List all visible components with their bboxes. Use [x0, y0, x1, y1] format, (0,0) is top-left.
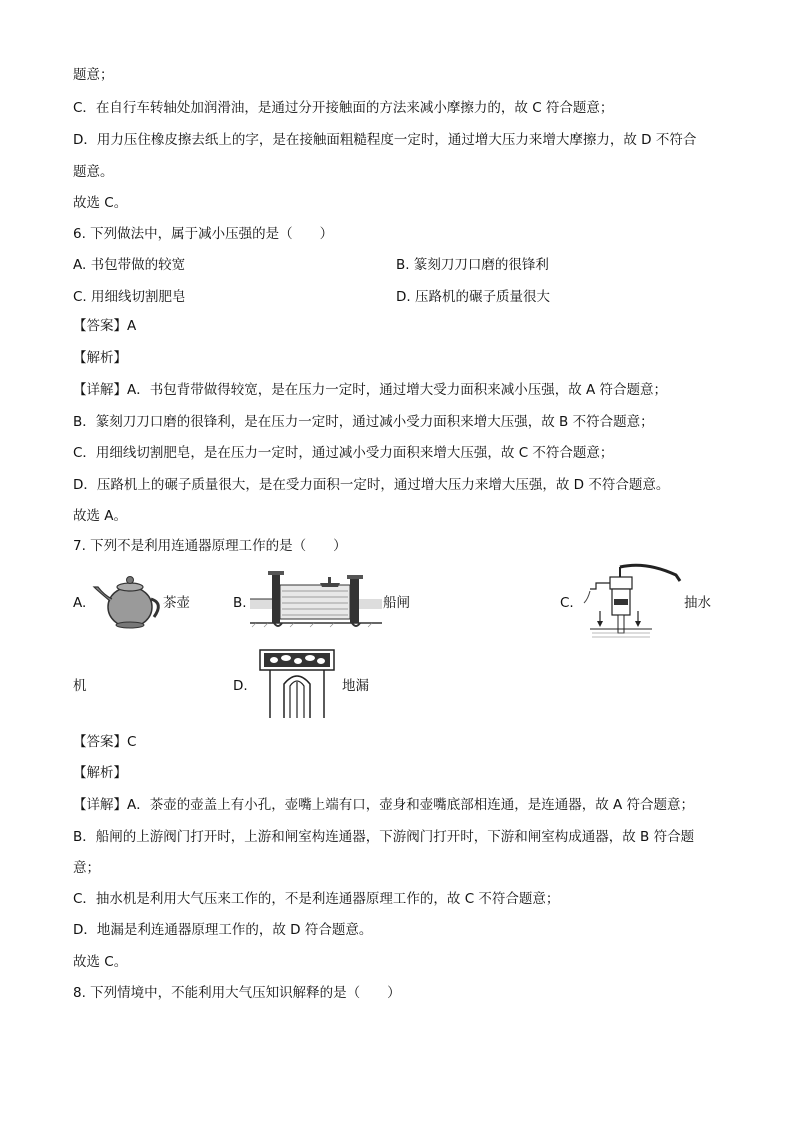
q6-detail-line: B．篆刻刀刀口磨的很锋利，是在压力一定时，通过减小受力面积来增大压强，故 B 不符合题意；	[73, 414, 654, 430]
text-line: C．在自行车转轴处加润滑油，是通过分开接触面的方法来减小摩擦力的，故 C 符合题意；	[73, 100, 614, 116]
floor-drain-figure	[258, 646, 336, 720]
q7-option-a-label: 茶壶	[163, 595, 190, 611]
q6-option-a: A. 书包带做的较宽	[73, 257, 186, 273]
q6-answer: 【答案】A	[73, 318, 137, 334]
q7-option-b-letter: B.	[233, 595, 247, 611]
q7-option-c-letter: C.	[560, 595, 574, 611]
water-pump-figure	[576, 561, 686, 641]
q7-detail-line: 【详解】A．茶壶的壶盖上有小孔，壶嘴上端有口，壶身和壶嘴底部相连通，是连通器，故 A 符合题意；	[73, 797, 695, 813]
q7-detail-line: 故选 C。	[73, 954, 128, 970]
q7-option-a-letter: A.	[73, 595, 87, 611]
q7-option-c-label: 抽水	[684, 595, 711, 611]
q7-option-d-label: 地漏	[342, 678, 369, 694]
q7-detail-line: D．地漏是利连通器原理工作的，故 D 符合题意。	[73, 922, 373, 938]
q6-analysis-heading: 【解析】	[73, 350, 127, 366]
text-line: 题意。	[73, 164, 114, 180]
question-6-stem: 6. 下列做法中，属于减小压强的是（ ）	[73, 226, 334, 242]
q7-option-b-label: 船闸	[383, 595, 410, 611]
q7-detail-line: 意；	[73, 860, 100, 876]
q7-option-c-label-continued: 机	[73, 678, 87, 694]
q6-option-d: D. 压路机的碾子质量很大	[396, 289, 550, 305]
q7-detail-line: C．抽水机是利用大气压来工作的，不是利连通器原理工作的，故 C 不符合题意；	[73, 891, 560, 907]
ship-lock-figure	[250, 567, 382, 631]
text-line: 题意；	[73, 67, 114, 83]
question-7-stem: 7. 下列不是利用连通器原理工作的是（ ）	[73, 538, 347, 554]
q6-detail-line: D．压路机上的碾子质量很大，是在受力面积一定时，通过增大压力来增大压强，故 D 不符合题意。	[73, 477, 670, 493]
q6-detail-line: C．用细线切割肥皂，是在压力一定时，通过减小受力面积来增大压强，故 C 不符合题意；	[73, 445, 614, 461]
q7-answer: 【答案】C	[73, 734, 137, 750]
q6-option-b: B. 篆刻刀刀口磨的很锋利	[396, 257, 549, 273]
q6-option-c: C. 用细线切割肥皂	[73, 289, 186, 305]
q7-detail-line: B．船闸的上游阀门打开时，上游和闸室构连通器，下游阀门打开时，下游和闸室构成通器，故 B 符合题	[73, 829, 695, 845]
text-line: D．用力压住橡皮擦去纸上的字，是在接触面粗糙程度一定时，通过增大压力来增大摩擦力，故 D 不符合	[73, 132, 697, 148]
q7-analysis-heading: 【解析】	[73, 765, 127, 781]
teapot-figure	[92, 569, 164, 631]
text-line: 故选 C。	[73, 195, 128, 211]
q7-option-d-letter: D.	[233, 678, 248, 694]
question-8-stem: 8. 下列情境中，不能利用大气压知识解释的是（ ）	[73, 985, 401, 1001]
q6-detail-line: 【详解】A．书包背带做得较宽，是在压力一定时，通过增大受力面积来减小压强，故 A 符合题意；	[73, 382, 668, 398]
q6-detail-line: 故选 A。	[73, 508, 128, 524]
